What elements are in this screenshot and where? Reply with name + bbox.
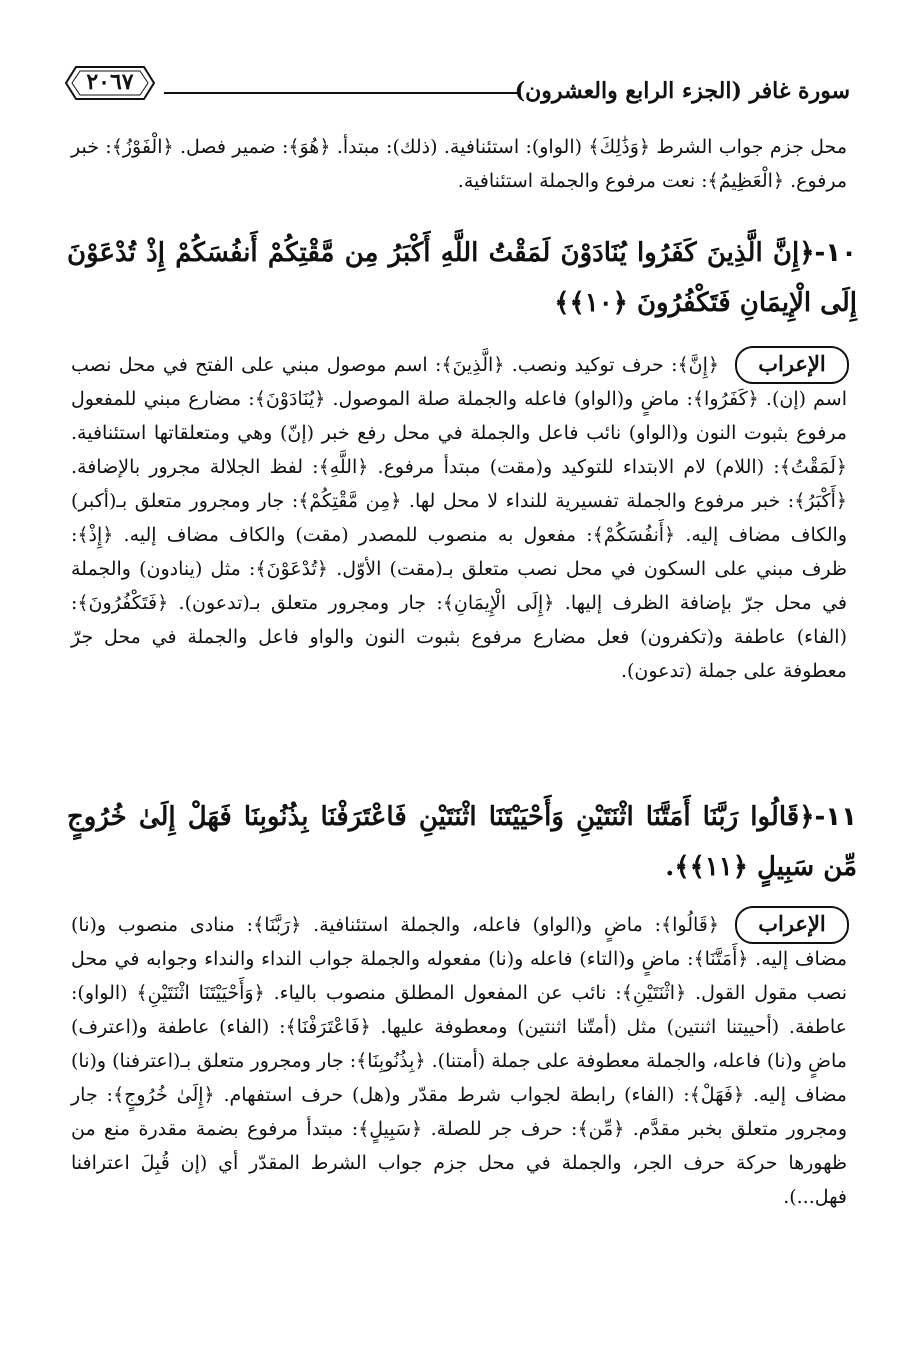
page-number: ٢٠٦٧ [86,69,134,95]
page-number-frame [64,64,156,102]
verse-11 [67,792,857,892]
header-rule [164,92,520,94]
irab-text: ﴿قَالُوا﴾: ماضٍ و(الواو) فاعله، والجملة استئنافية. ﴿رَبَّنَا﴾: منادى منصوب و(نا) مضاف إليه. ﴿أَمَتَّنَا﴾: ماضٍ و(التاء) فاعله و(نا) مفعوله والجملة جواب النداء والنداء وجوابه في محل نصب مقول القول. ﴿اثْنَتَيْنِ﴾: نائب عن المفعول المطلق منصوب بالياء. ﴿وَأَحْيَيْتَنَا اثْنَتَيْنِ﴾ (الواو): عاطفة. (أحييتنا اثنتين) مثل (أمتّنا اثنتين) ومعطوفة عليها. ﴿فَاعْتَرَفْنَا﴾: (الفاء) عاطفة و(اعترف) ماضٍ و(نا) فاعله، والجملة معطوفة على جملة (أمتنا). ﴿بِذُنُوبِنَا﴾: جار ومجرور متعلق بـ(اعترفنا) و(نا) مضاف إليه. ﴿فَهَلْ﴾: (الفاء) رابطة لجواب شرط مقدّر و(هل) حرف استفهام. ﴿إِلَىٰ خُرُوجٍ﴾: جار ومجرور متعلق بخبر مقدَّم. ﴿مِّن﴾: حرف جر للصلة. ﴿سَبِيلٍ﴾: مبتدأ مرفوع بضمة مقدرة منع من ظهورها حركة حرف الجر، والجملة في محل جزم جواب الشرط المقدّر أي (إن قُبِلَ اعترافنا فهل...). [71,914,847,1208]
intro-paragraph: محل جزم جواب الشرط ﴿وَذَٰلِكَ﴾ (الواو): استئنافية. (ذلك): مبتدأ. ﴿هُوَ﴾: ضمير فصل. ﴿الْفَوْزُ﴾: خبر مرفوع. ﴿الْعَظِيمُ﴾: نعت مرفوع والجملة استئنافية. [71,136,847,192]
verse-10 [67,228,857,328]
irab-text: ﴿إِنَّ﴾: حرف توكيد ونصب. ﴿الَّذِينَ﴾: اسم موصول مبني على الفتح في محل نصب اسم (إن). ﴿كَفَرُوا﴾: ماضٍ و(الواو) فاعله والجملة صلة الموصول. ﴿يُنَادَوْنَ﴾: مضارع مبني للمفعول مرفوع بثبوت النون و(الواو) نائب فاعل والجملة في محل رفع خبر (إنّ) وهي ومتعلقاتها استئنافية. ﴿لَمَقْتُ﴾: (اللام) لام الابتداء للتوكيد و(مقت) مبتدأ مرفوع. ﴿اللَّهِ﴾: لفظ الجلالة مجرور بالإضافة. ﴿أَكْبَرُ﴾: خبر مرفوع والجملة تفسيرية للنداء لا محل لها. ﴿مِن مَّقْتِكُمْ﴾: جار ومجرور متعلق بـ(أكبر) والكاف مضاف إليه. ﴿أَنفُسَكُمْ﴾: مفعول به منصوب للمصدر (مقت) والكاف مضاف إليه. ﴿إِذْ﴾: ظرف مبني على السكون في محل نصب متعلق بـ(مقت) الأوّل. ﴿تُدْعَوْنَ﴾: مثل (ينادون) والجملة في محل جرّ بإضافة الظرف إليها. ﴿إِلَى الْإِيمَانِ﴾: جار ومجرور متعلق بـ(تدعون). ﴿فَتَكْفُرُونَ﴾: (الفاء) عاطفة و(تكفرون) فعل مضارع مرفوع بثبوت النون والواو فاعل والجملة في محل جرّ معطوفة على جملة (تدعون). [71,354,847,682]
irab-label: الإعراب [735,346,849,384]
irab-label: الإعراب [735,906,849,944]
running-title: سورة غافر (الجزء الرابع والعشرون) [514,78,850,104]
irab-paragraph-10 [71,348,847,688]
irab-paragraph-11 [71,908,847,1214]
page-header [64,58,850,118]
verse-text: ﴿قَالُوا رَبَّنَا أَمَتَّنَا اثْنَتَيْنِ وَأَحْيَيْتَنَا اثْنَتَيْنِ فَاعْتَرَفْنَا بِذُنُوبِنَا فَهَلْ إِلَىٰ خُرُوجٍ مِّن سَبِيلٍ ﴿١١﴾﴾. [67,802,857,882]
verse-text: ﴿إِنَّ الَّذِينَ كَفَرُوا يُنَادَوْنَ لَمَقْتُ اللَّهِ أَكْبَرُ مِن مَّقْتِكُمْ أَنفُسَكُمْ إِذْ تُدْعَوْنَ إِلَى الْإِيمَانِ فَتَكْفُرُونَ ﴿١٠﴾﴾ [67,238,857,318]
verse-number: ١١- [814,802,857,832]
verse-number: ١٠- [814,238,857,268]
